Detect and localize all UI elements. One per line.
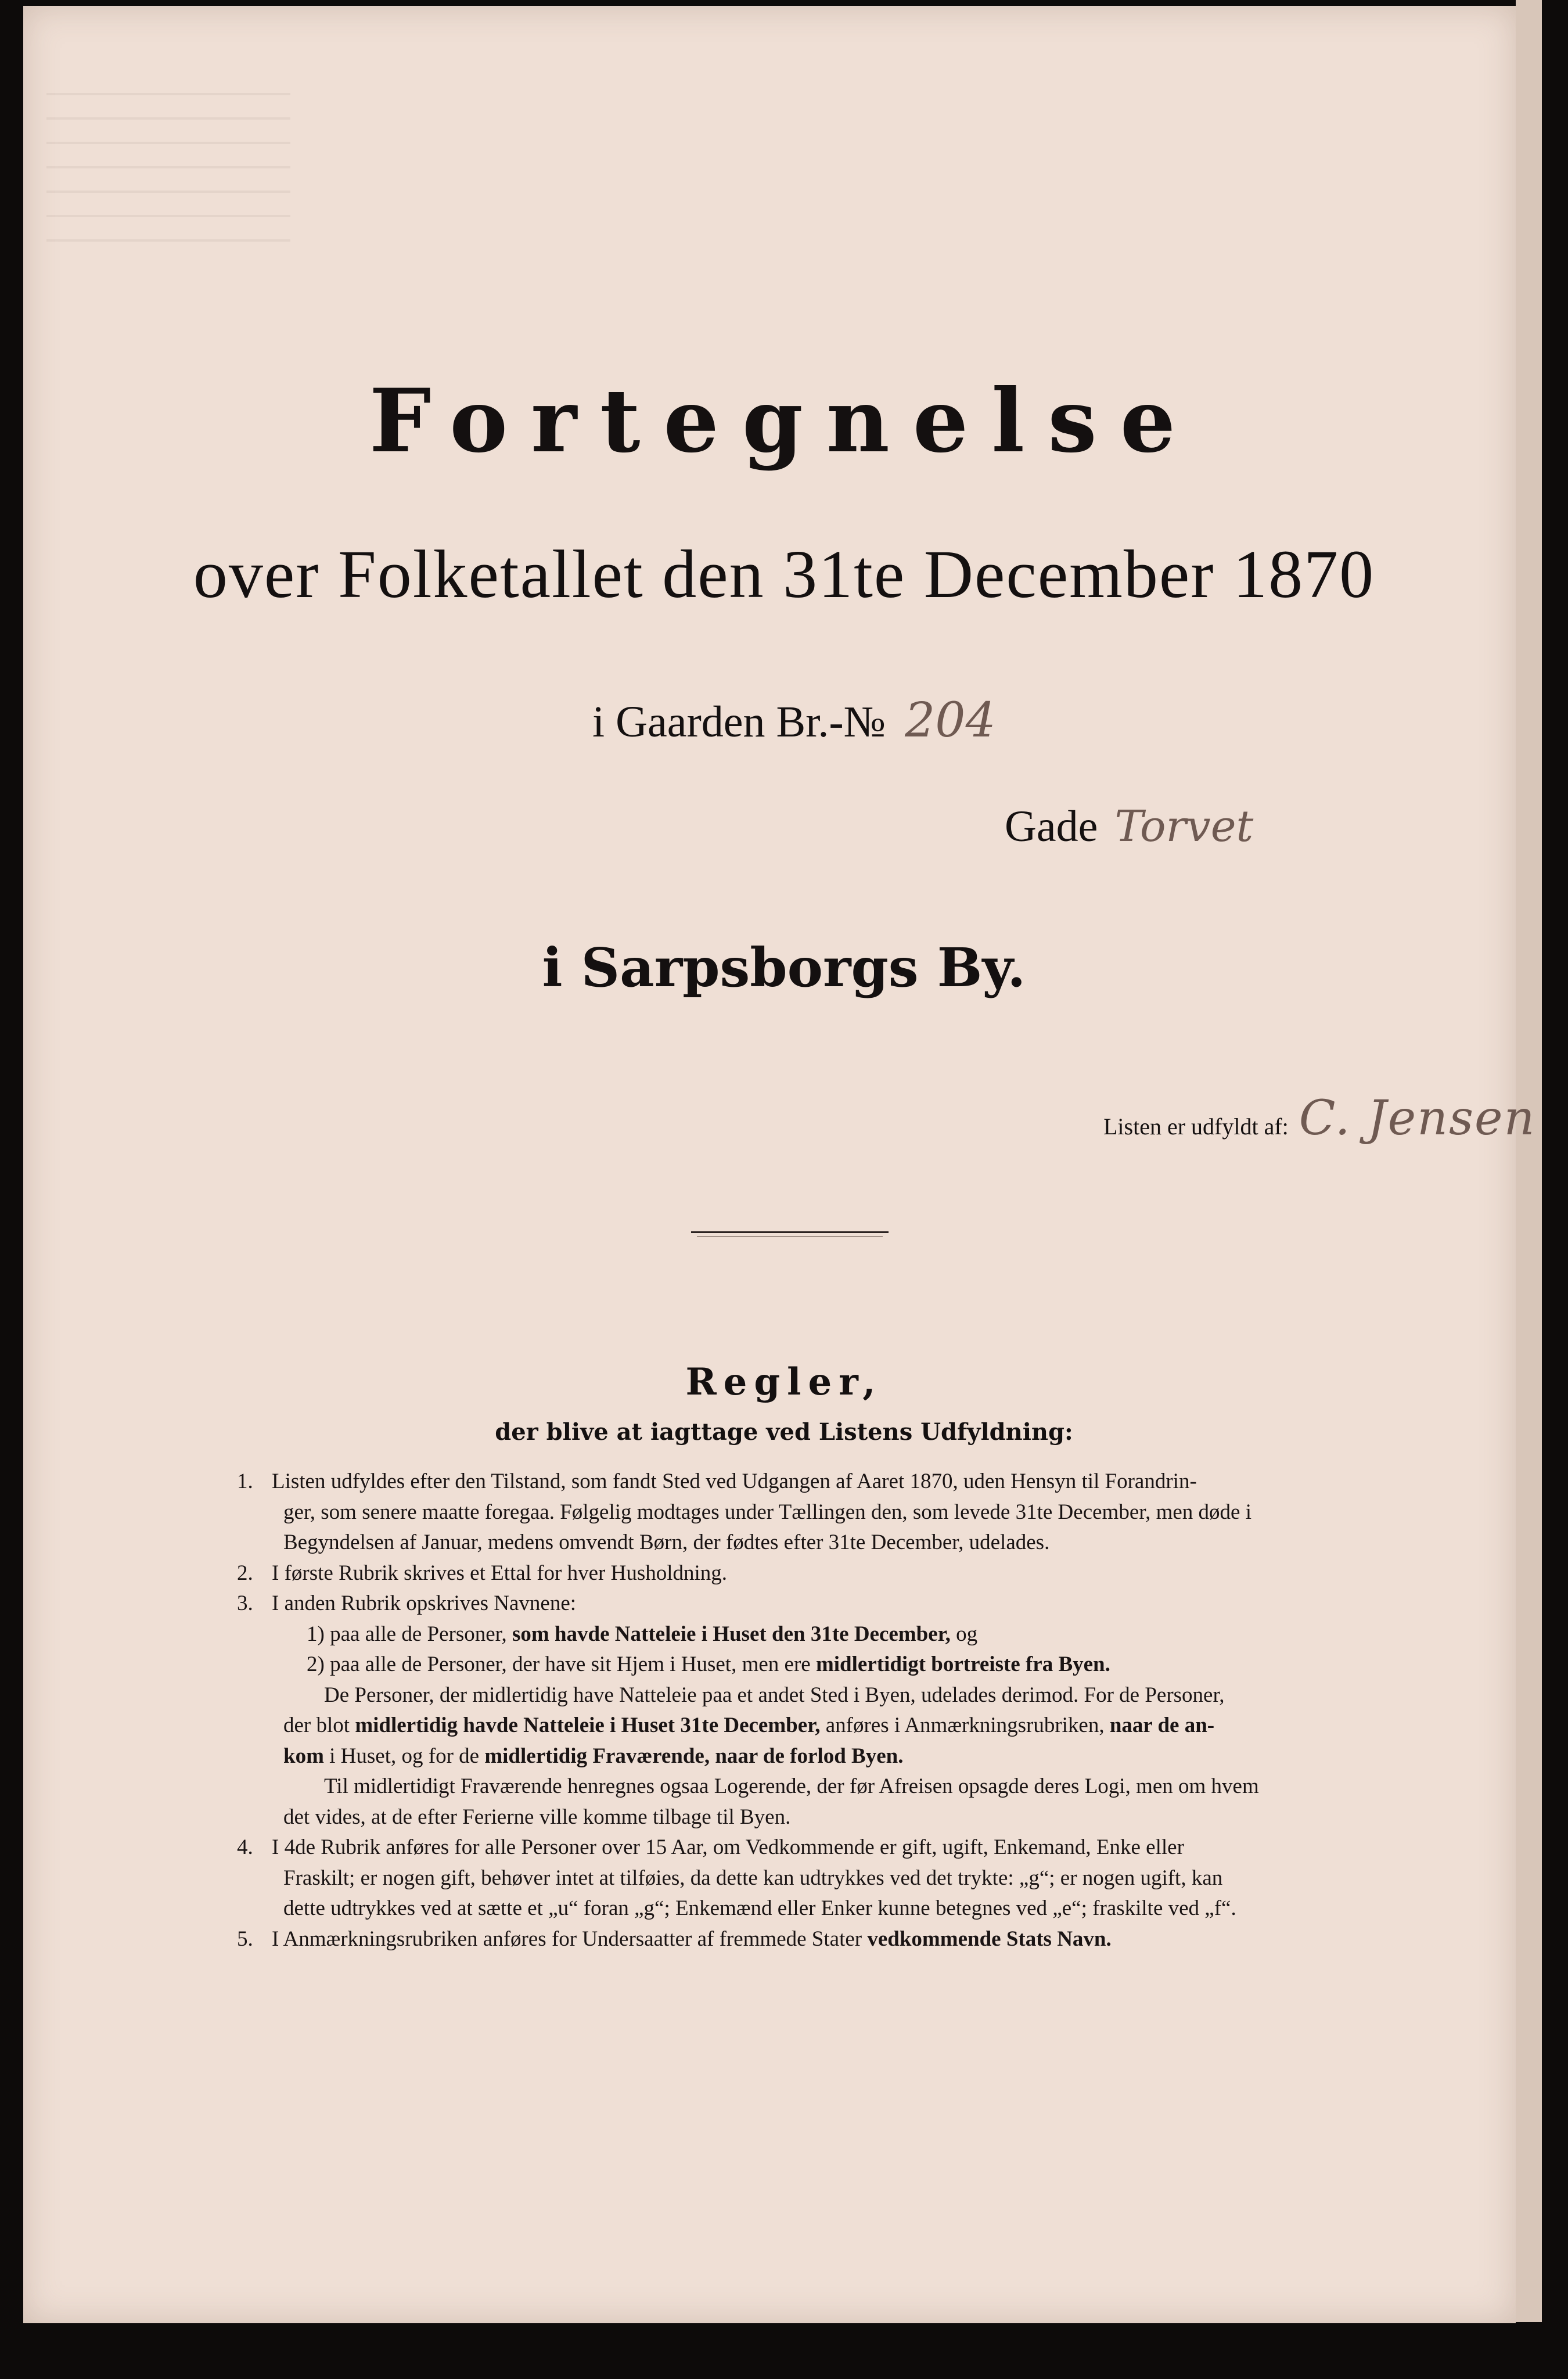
street-line xyxy=(1005,804,1253,849)
rule-number: 5. xyxy=(237,1927,253,1951)
form-subtitle: over Folketallet den 31te December 1870 xyxy=(193,536,1375,612)
rule-4-line-2: Fraskilt; er nogen gift, behøver intet at tilføies, da dette kan udtrykkes ved det trykte: „g“; er nogen ugift, kan xyxy=(283,1866,1223,1890)
divider-rule-thin xyxy=(697,1236,883,1237)
census-form-sheet xyxy=(23,6,1516,2323)
filled-by-label: Listen er udfyldt af: xyxy=(1103,1113,1289,1140)
rule-2-line-1: 2. I første Rubrik skrives et Ettal for hver Husholdning. xyxy=(237,1558,1364,1589)
filled-by-line xyxy=(1103,1091,1536,1146)
rule-number: 3. xyxy=(237,1591,253,1615)
rule-4-line-3: dette udtrykkes ved at sætte et „u“ foran „g“; Enkemænd eller Enker kunne betegnes ved „e“; fraskilte ved „f“. xyxy=(283,1896,1236,1920)
rule-3-para-5: det vides, at de efter Ferierne ville komme tilbage til Byen. xyxy=(283,1805,791,1829)
filled-by-signature: C. Jensen xyxy=(1299,1091,1536,1146)
town-name: i Sarpsborgs By. xyxy=(542,936,1026,999)
rule-3-line-1: 3. I anden Rubrik opskrives Navnene: xyxy=(237,1589,1364,1619)
rule-1-line-1: 1. Listen udfyldes efter den Tilstand, som fandt Sted ved Udgangen af Aaret 1870, uden Hensyn til Forandrin- xyxy=(237,1467,1364,1497)
rule-4-line-1: 4. I 4de Rubrik anføres for alle Personer over 15 Aar, om Vedkommende er gift, ugift, Enkemand, Enke eller xyxy=(237,1832,1364,1863)
form-title: Fortegnelse xyxy=(369,370,1199,472)
show-through-text xyxy=(46,93,290,256)
street-label: Gade xyxy=(1005,802,1098,851)
rule-number: 4. xyxy=(237,1835,253,1859)
farm-number-line xyxy=(592,693,996,748)
rule-number: 2. xyxy=(237,1561,253,1585)
rule-3-para-1: De Personer, der midlertidig have Natteleie paa et andet Sted i Byen, udelades derimod. For de Personer, xyxy=(324,1683,1225,1707)
rule-3-para-3: kom i Huset, og for de midlertidig Fraværende, naar de forlod Byen. xyxy=(283,1744,904,1768)
rule-1-line-3: Begyndelsen af Januar, medens omvendt Børn, der fødtes efter 31te December, udelades. xyxy=(283,1530,1050,1554)
rule-3-item-2: 2) paa alle de Personer, der have sit Hjem i Huset, men ere midlertidigt bortreiste fra Byen. xyxy=(307,1652,1110,1676)
page-edge xyxy=(1516,0,1542,2322)
rule-3-para-4: Til midlertidigt Fraværende henregnes ogsaa Logerende, der før Afreisen opsagde deres Logi, men om hvem xyxy=(324,1774,1259,1798)
rule-3-para-2: der blot midlertidig havde Natteleie i Huset 31te December, anføres i Anmærkningsrubriken, naar de an- xyxy=(283,1713,1215,1737)
farm-number-label: i Gaarden Br.-№ xyxy=(592,698,886,746)
rules-heading: Regler, xyxy=(685,1360,883,1404)
divider-rule xyxy=(691,1231,889,1233)
rules-list xyxy=(237,1467,1364,1954)
rule-3-item-1: 1) paa alle de Personer, som havde Natteleie i Huset den 31te December, og xyxy=(307,1622,978,1646)
farm-number-value: 204 xyxy=(905,693,996,748)
rule-number: 1. xyxy=(237,1469,253,1493)
rule-1-line-2: ger, som senere maatte foregaa. Følgelig modtages under Tællingen den, som levede 31te December, men døde i xyxy=(283,1500,1251,1524)
rules-subheading: der blive at iagttage ved Listens Udfyldning: xyxy=(495,1418,1073,1446)
rule-5-line-1: 5. I Anmærkningsrubriken anføres for Undersaatter af fremmede Stater vedkommende Stats Navn. xyxy=(237,1924,1364,1955)
street-value: Torvet xyxy=(1114,802,1254,851)
